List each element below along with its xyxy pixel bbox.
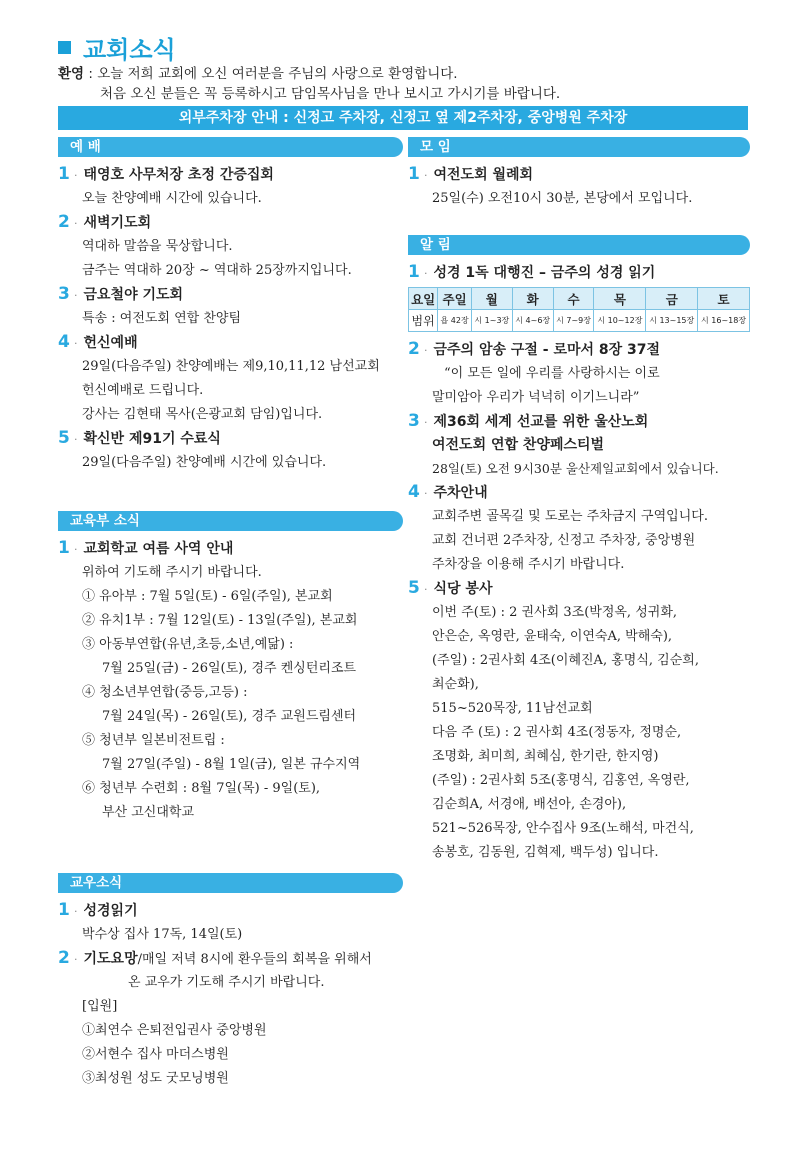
schedule-range: 욥 42장: [438, 310, 472, 332]
notice-item-1: 1 · 성경 1독 대행진 – 금주의 성경 읽기 요일 주일 월 화 수 목 금 토 범위 욥 42장 시 1~3장 시 4~6장 시 7~9장 시 10~12장 시 13~15장 시 16~18장: [408, 261, 750, 332]
item-line: 515~520목장, 11남선교회: [432, 701, 593, 716]
education-header: 교육부 소식: [58, 511, 403, 531]
admitted-list: [58, 1019, 403, 1091]
friends-item-2: 2 · 기도요망 /매일 저녁 8시에 환우들의 회복을 위해서 온 교우가 기도해 주시기 바랍니다. [입원] ①최연수 은퇴전입권사 중앙병원 ②서현수 집사 마더스병원 ③최성원 성도 굿모닝병원: [58, 947, 403, 1091]
item-title: 확신반 제91기 수료식: [83, 431, 221, 447]
left-column: [58, 137, 403, 1091]
item-line: 교회 건너편 2주차장, 신정고 주차장, 중앙병원: [432, 533, 696, 548]
item-body: [58, 451, 403, 475]
worship-list: [58, 163, 403, 475]
welcome-section: [58, 64, 560, 104]
notice-item-2: 2 · 금주의 암송 구절 - 로마서 8장 37절 “이 모든 일에 우리를 사랑하시는 이로 말미암아 우리가 넉넉히 이기느니라”: [408, 338, 750, 410]
item-title: 태영호 사무처장 초정 간증집회: [83, 167, 274, 183]
schedule-range: 시 16~18장: [698, 310, 750, 332]
item-header: 4 · 헌신예배: [58, 331, 403, 355]
item-title-rest: /매일 저녁 8시에 환우들의 회복을 위해서: [137, 952, 372, 967]
schedule-range: 범위: [409, 310, 438, 332]
parking-lines: [408, 505, 750, 577]
item-number: 1: [58, 900, 70, 920]
welcome-line2: 처음 오신 분들은 꼭 등록하시고 담임목사님을 만나 보시고 가시기를 바랍니다.: [100, 86, 561, 102]
item-line: 위하여 기도해 주시기 바랍니다.: [82, 565, 262, 580]
item-line: ⑤ 청년부 일본비전트립 :: [82, 733, 225, 748]
item-number: 2: [58, 212, 70, 232]
kitchen-service-lines: [408, 601, 750, 865]
item-line: 주차장을 이용해 주시기 바랍니다.: [432, 557, 625, 572]
welcome-label: 환영: [58, 66, 85, 82]
schedule-range: 시 13~15장: [646, 310, 698, 332]
item-line: 조명화, 최미희, 최혜심, 한기란, 한지영): [432, 749, 659, 764]
item-title: 식당 봉사: [433, 581, 493, 597]
item-title: 새벽기도회: [83, 215, 152, 231]
notice-item-4: 4 · 주차안내 교회주변 골목길 및 도로는 주차금지 구역입니다. 교회 건너편 2주차장, 신정고 주차장, 중앙병원 주차장을 이용해 주시기 바랍니다.: [408, 481, 750, 577]
item-number: 1: [408, 164, 420, 184]
item-title: 기도요망: [83, 951, 138, 967]
schedule-days-row: [409, 288, 750, 310]
item-number: 2: [408, 339, 420, 359]
worship-item: [58, 331, 403, 427]
meeting-header: 모 임: [408, 137, 750, 157]
worship-header: 예 배: [58, 137, 403, 157]
item-line: ② 유치1부 : 7월 12일(토) - 13일(주일), 본교회: [82, 613, 358, 628]
item-number: 5: [408, 578, 420, 598]
item-line: 오늘 찬양예배 시간에 있습니다.: [82, 191, 262, 206]
worship-item: [58, 211, 403, 283]
item-line: 강사는 김현태 목사(은광교회 담임)입니다.: [82, 407, 323, 422]
item-line: 이번 주(토) : 2 권사회 3조(박정옥, 성귀화,: [432, 605, 678, 620]
item-title: 여전도회 월례회: [433, 167, 534, 183]
schedule-range: 시 10~12장: [594, 310, 646, 332]
admitted-entry: ③최성원 성도 굿모닝병원: [82, 1071, 229, 1086]
item-number: 1: [58, 164, 70, 184]
item-line: 송봉호, 김동원, 김혁제, 백두성) 입니다.: [432, 845, 659, 860]
bible-reading-table: [408, 287, 750, 332]
item-title: 성경읽기: [83, 903, 138, 919]
item-line: 금주는 역대하 20장 ~ 역대하 25장까지입니다.: [82, 263, 352, 278]
schedule-day: 월: [471, 288, 512, 310]
schedule-day: 수: [553, 288, 594, 310]
item-header: 2 · 새벽기도회: [58, 211, 403, 235]
item-body: [58, 187, 403, 211]
item-line: 7월 27일(주일) - 8월 1일(금), 일본 규수지역: [102, 757, 361, 772]
item-line: 박수상 집사 17독, 14일(토): [82, 927, 243, 942]
welcome-line1: : 오늘 저희 교회에 오신 여러분을 주님의 사랑으로 환영합니다.: [84, 66, 458, 82]
worship-item: [58, 283, 403, 331]
item-body: [58, 307, 403, 331]
item-line: 헌신예배로 드립니다.: [82, 383, 204, 398]
item-line: 교회주변 골목길 및 도로는 주차금지 구역입니다.: [432, 509, 708, 524]
item-line: 최순화),: [432, 677, 479, 692]
item-title: 헌신예배: [83, 335, 138, 351]
item-number: 3: [58, 284, 70, 304]
item-header: 5 · 확신반 제91기 수료식: [58, 427, 403, 451]
item-number: 5: [58, 428, 70, 448]
friends-header: 교우소식: [58, 873, 403, 893]
item-body: [58, 235, 403, 283]
schedule-range: 시 1~3장: [471, 310, 512, 332]
item-line: ③ 아동부연합(유년,초등,소년,예닮) :: [82, 637, 294, 652]
item-number: 4: [408, 482, 420, 502]
item-title: 성경 1독 대행진 – 금주의 성경 읽기: [433, 265, 656, 281]
right-column: [408, 137, 750, 865]
admitted-entry: ①최연수 은퇴전입권사 중앙병원: [82, 1023, 267, 1038]
item-number: 4: [58, 332, 70, 352]
item-title-2: 여전도회 연합 찬양페스티벌: [432, 437, 605, 453]
title-square-icon: [58, 41, 71, 54]
item-line: “이 모든 일에 우리를 사랑하시는 이로: [444, 366, 660, 381]
item-title: 제36회 세계 선교를 위한 울산노회: [433, 414, 649, 430]
item-line: 특송 : 여전도회 연합 찬양팀: [82, 311, 242, 326]
item-number: 1: [408, 262, 420, 282]
item-title: 주차안내: [433, 485, 488, 501]
item-number: 2: [58, 948, 70, 968]
item-number: 1: [58, 538, 70, 558]
parking-banner: 외부주차장 안내 : 신정고 주차장, 신정고 옆 제2주차장, 중앙병원 주차장: [58, 106, 748, 130]
notice-item-5: 5 · 식당 봉사 이번 주(토) : 2 권사회 3조(박정옥, 성귀화, 안은순, 옥영란, 윤태숙, 이연숙A, 박해숙), (주일) : 2권사회 4조(이혜진A, 홍명식, 김순희, 최순화), 515~520목장, 11남선교회 다음 주 (토) : 2 권사회 4조(정동자, 정명순, 조명화, 최미희, 최혜심, 한기란, 한지영) (주일) : 2권사회 5조(홍명식, 김홍연, 옥영란, 김순희A, 서경애, 배선아, 손경아), 521~526목장, 안수집사 9조(노해석, 마건식, 송봉호, 김동원, 김혁제, 백두성) 입니다.: [408, 577, 750, 865]
item-line: 부산 고신대학교: [102, 805, 195, 820]
item-line: ④ 청소년부연합(중등,고등) :: [82, 685, 248, 700]
item-number: 3: [408, 411, 420, 431]
schedule-day: 목: [594, 288, 646, 310]
item-line: 29일(다음주일) 찬양예배 시간에 있습니다.: [82, 455, 327, 470]
item-line: 25일(수) 오전10시 30분, 본당에서 모입니다.: [432, 191, 693, 206]
item-body: [58, 355, 403, 427]
item-header: 3 · 금요철야 기도회: [58, 283, 403, 307]
worship-item: [58, 163, 403, 211]
schedule-range: 시 7~9장: [553, 310, 594, 332]
item-title: 금요철야 기도회: [83, 287, 184, 303]
schedule-ranges-row: [409, 310, 750, 332]
item-title: 교회학교 여름 사역 안내: [83, 541, 234, 557]
item-line: (주일) : 2권사회 4조(이혜진A, 홍명식, 김순희,: [432, 653, 699, 668]
item-line: 다음 주 (토) : 2 권사회 4조(정동자, 정명순,: [432, 725, 682, 740]
item-line: ① 유아부 : 7월 5일(토) - 6일(주일), 본교회: [82, 589, 333, 604]
item-line: (주일) : 2권사회 5조(홍명식, 김홍연, 옥영란,: [432, 773, 690, 788]
item-header: 1 · 태영호 사무처장 초정 간증집회: [58, 163, 403, 187]
admitted-entry: ②서현수 집사 마더스병원: [82, 1047, 229, 1062]
item-line: 김순희A, 서경애, 배선아, 손경아),: [432, 797, 627, 812]
item-title: 금주의 암송 구절 - 로마서 8장 37절: [433, 342, 661, 358]
item-line: ⑥ 청년부 수련회 : 8월 7일(목) - 9일(토),: [82, 781, 321, 796]
notice-item-3: 3 · 제36회 세계 선교를 위한 울산노회 여전도회 연합 찬양페스티벌 28일(토) 오전 9시30분 울산제일교회에서 있습니다.: [408, 410, 750, 481]
item-line: 온 교우가 기도해 주시기 바랍니다.: [128, 975, 325, 990]
schedule-day: 토: [698, 288, 750, 310]
item-line: 28일(토) 오전 9시30분 울산제일교회에서 있습니다.: [432, 461, 719, 476]
admitted-label: [입원]: [82, 999, 118, 1014]
schedule-day: 요일: [409, 288, 438, 310]
meeting-item: 1 · 여전도회 월례회 25일(수) 오전10시 30분, 본당에서 모입니다.: [408, 163, 750, 211]
schedule-day: 화: [512, 288, 553, 310]
item-line: 말미암아 우리가 넉넉히 이기느니라”: [432, 390, 640, 405]
item-line: 역대하 말씀을 묵상합니다.: [82, 239, 233, 254]
page-title: [58, 30, 176, 65]
item-line: 29일(다음주일) 찬양예배는 제9,10,11,12 남선교회: [82, 359, 380, 374]
item-line: 7월 25일(금) - 26일(토), 경주 켄싱턴리조트: [102, 661, 357, 676]
education-lines: [58, 561, 403, 825]
education-item: 1 · 교회학교 여름 사역 안내 위하여 기도해 주시기 바랍니다. ① 유아부 : 7월 5일(토) - 6일(주일), 본교회 ② 유치1부 : 7월 12일(토) - 13일(주일), 본교회 ③ 아동부연합(유년,초등,소년,예닮) : 7월 25일(금) - 26일(토), 경주 켄싱턴리조트 ④ 청소년부연합(중등,고등) : 7월 24일(목) - 26일(토), 경주 교원드림센터 ⑤ 청년부 일본비전트립 : 7월 27일(주일) - 8월 1일(금), 일본 규수지역 ⑥ 청년부 수련회 : 8월 7일(목) - 9일(토), 부산 고신대학교: [58, 537, 403, 825]
item-line: 안은순, 옥영란, 윤태숙, 이연숙A, 박해숙),: [432, 629, 673, 644]
worship-item: [58, 427, 403, 475]
schedule-day: 주일: [438, 288, 472, 310]
schedule-day: 금: [646, 288, 698, 310]
item-line: 7월 24일(목) - 26일(토), 경주 교원드림센터: [102, 709, 357, 724]
notice-header: 알 림: [408, 235, 750, 255]
title-text: 교회소식: [83, 36, 176, 64]
friends-item-1: 1 · 성경읽기 박수상 집사 17독, 14일(토): [58, 899, 403, 947]
schedule-range: 시 4~6장: [512, 310, 553, 332]
item-line: 521~526목장, 안수집사 9조(노해석, 마건식,: [432, 821, 694, 836]
